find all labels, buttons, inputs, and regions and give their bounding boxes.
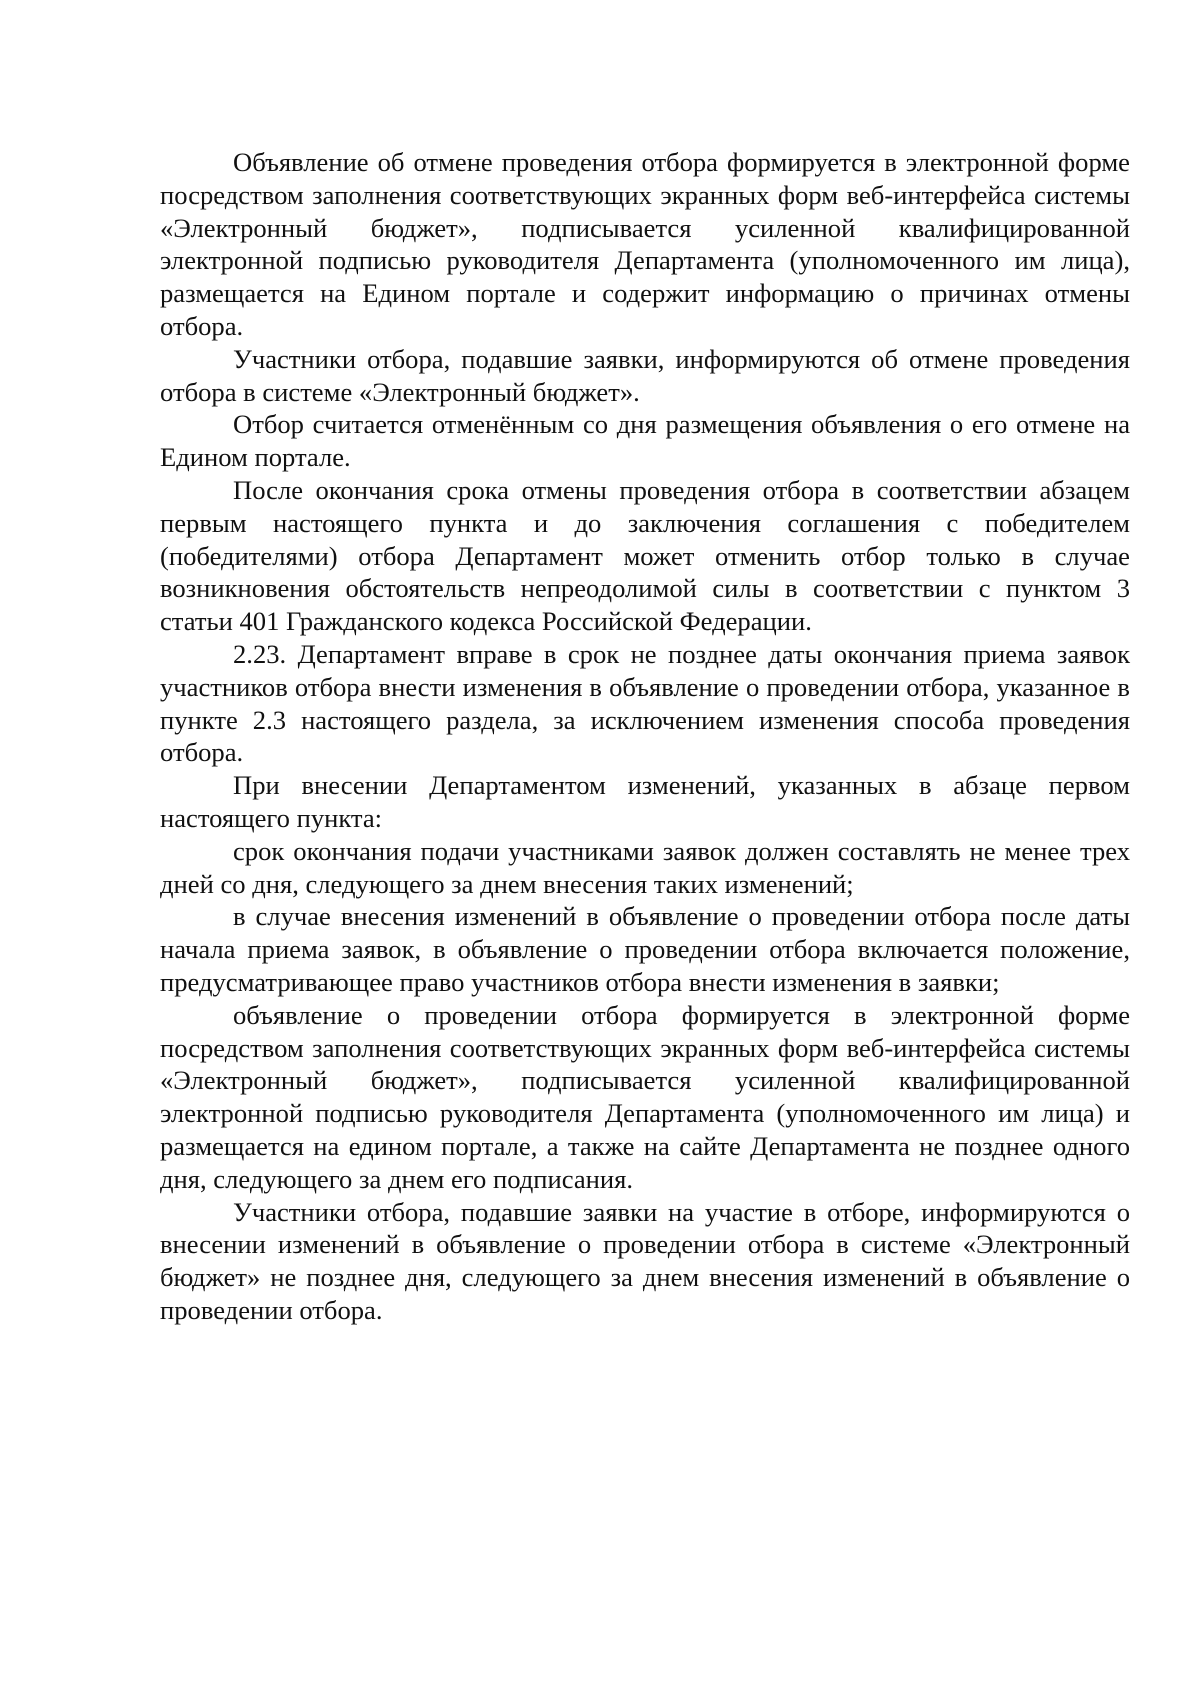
paragraph-participants-notified: Участники отбора, подавшие заявки на участие в отборе, информируются о внесении изменений в объявление о проведении отбора в системе «Электронный бюджет» не позднее дня, следующего за днем внесения изменений в объявление о проведении отбора. xyxy=(160,1196,1130,1325)
paragraph-clause-2-23: 2.23. Департамент вправе в срок не позднее даты окончания приема заявок участников отбора внести изменения в объявление о проведении отбора, указанное в пункте 2.3 настоящего раздела, за исключением изменения способа проведения отбора. xyxy=(160,638,1130,768)
paragraph-changes-after-start: в случае внесения изменений в объявление о проведении отбора после даты начала приема заявок, в объявление о проведении отбора включается положение, предусматривающее право участников отбора внести изменения в заявки; xyxy=(160,901,1130,997)
paragraph-announcement-formed: объявление о проведении отбора формируется в электронной форме посредством заполнения соответствующих экранных форм веб-интерфейса системы «Электронный бюджет», подписывается усиленной квалифицированной электронной подписью руководителя Департамента (уполномоченного им лица) и размещается на едином портале, а также на сайте Департамента не позднее одного дня, следующего за днем его подписания. xyxy=(160,999,1130,1194)
paragraph-participants-informed: Участники отбора, подавшие заявки, информируются об отмене проведения отбора в системе «Электронный бюджет». xyxy=(160,343,1130,407)
paragraph-cancel-announcement: Объявление об отмене проведения отбора формируется в электронной форме посредством заполнения соответствующих экранных форм веб-интерфейса системы «Электронный бюджет», подписывается усиленной квалифицированной электронной подписью руководителя Департамента (уполномоченного им лица), размещается на Едином портале и содержит информацию о причинах отмены отбора. xyxy=(160,147,1130,341)
document-page xyxy=(160,146,1130,1327)
paragraph-selection-cancelled: Отбор считается отменённым со дня размещения объявления о его отмене на Едином портале. xyxy=(160,409,1130,473)
paragraph-changes-conditions: При внесении Департаментом изменений, указанных в абзаце первом настоящего пункта: xyxy=(160,770,1130,833)
paragraph-deadline-term: срок окончания подачи участниками заявок должен составлять не менее трех дней со дня, следующего за днем внесения таких изменений; xyxy=(160,835,1130,899)
paragraph-force-majeure: После окончания срока отмены проведения отбора в соответствии абзацем первым настоящего пункта и до заключения соглашения с победителем (победителями) отбора Департамент может отменить отбор только в случае возникновения обстоятельств непреодолимой силы в соответствии с пунктом 3 статьи 401 Гражданского кодекса Российской Федерации. xyxy=(160,474,1130,637)
